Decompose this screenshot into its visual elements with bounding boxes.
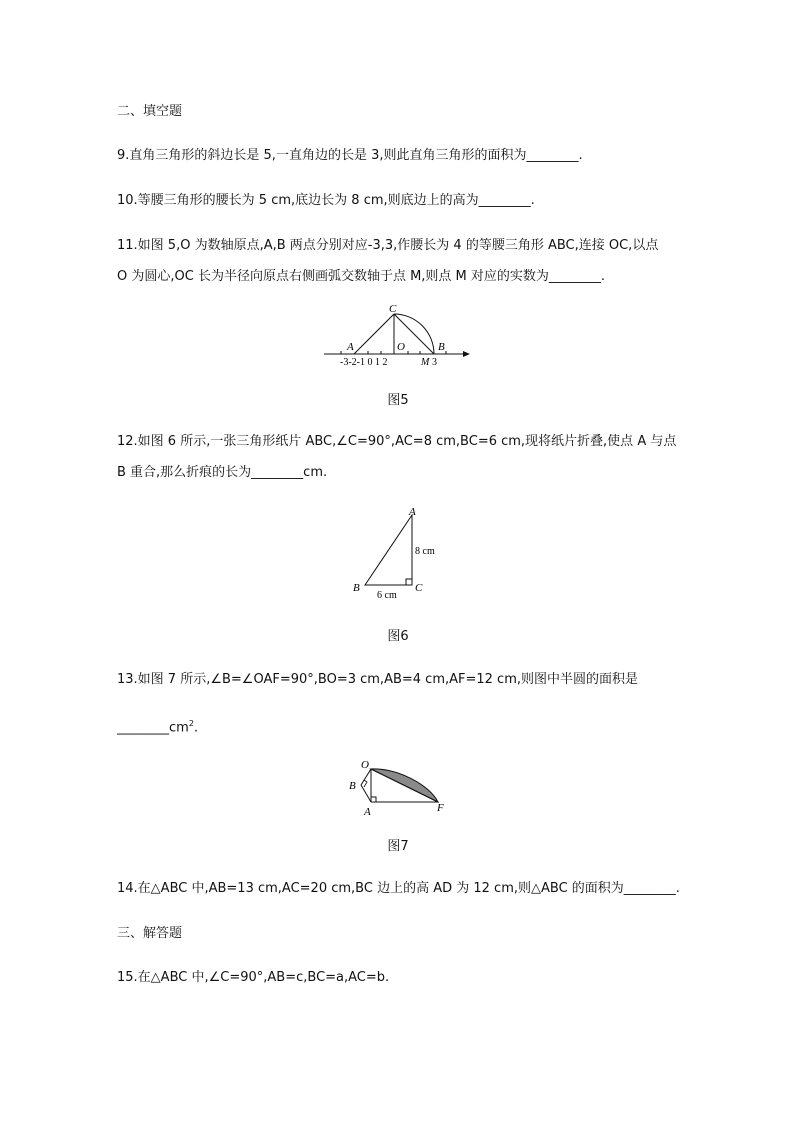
question-11-line-2: O 为圆心,OC 长为半径向原点右侧画弧交数轴于点 M,则点 M 对应的实数为________. <box>117 269 606 284</box>
fig6-bc-length: 6 cm <box>377 590 397 601</box>
question-14: 14.在△ABC 中,AB=13 cm,AC=20 cm,BC 边上的高 AD 为 12 cm,则△ABC 的面积为________. <box>117 881 680 896</box>
fig5-label-m: M <box>421 357 430 368</box>
q13-unit-superscript: 2 <box>188 719 194 728</box>
fig5-label-a: A <box>347 341 354 353</box>
figure-7-semicircle <box>342 756 454 818</box>
figure-6-caption: 图6 <box>387 629 409 644</box>
question-13-line-2 <box>117 715 198 737</box>
fig7-label-b: B <box>349 780 356 792</box>
question-15: 15.在△ABC 中,∠C=90°,AB=c,BC=a,AC=b. <box>117 970 390 985</box>
figure-5-number-line <box>318 303 478 375</box>
fig6-ac-length: 8 cm <box>415 546 435 557</box>
section-title-fill-in: 二、填空题 <box>117 104 183 119</box>
q13-blank: ________ <box>117 720 169 736</box>
fig7-label-a: A <box>364 806 371 818</box>
question-12-line-1: 12.如图 6 所示,一张三角形纸片 ABC,∠C=90°,AC=8 cm,BC=6 cm,现将纸片折叠,使点 A 与点 <box>117 434 677 449</box>
fig5-tick-labels: -3-2-1 0 1 2 <box>340 357 388 368</box>
fig6-label-a: A <box>409 506 416 518</box>
question-12-line-2: B 重合,那么折痕的长为________cm. <box>117 465 328 480</box>
fig7-label-f: F <box>437 802 444 814</box>
fig5-label-c: C <box>389 303 397 315</box>
question-10: 10.等腰三角形的腰长为 5 cm,底边长为 8 cm,则底边上的高为________. <box>117 193 535 208</box>
fig6-label-b: B <box>353 582 360 594</box>
figure-7-caption: 图7 <box>387 839 409 854</box>
fig5-label-b: B <box>438 341 445 353</box>
figure-6-triangle <box>345 503 445 603</box>
figure-5-caption: 图5 <box>387 393 409 408</box>
fig7-label-o: O <box>361 759 369 771</box>
question-9: 9.直角三角形的斜边长是 5,一直角边的长是 3,则此直角三角形的面积为________. <box>117 148 583 163</box>
question-13-line-1: 13.如图 7 所示,∠B=∠OAF=90°,BO=3 cm,AB=4 cm,AF=12 cm,则图中半圆的面积是 <box>117 672 638 687</box>
fig6-label-c: C <box>415 582 423 594</box>
section-title-solutions: 三、解答题 <box>117 926 183 941</box>
fig5-label-o: O <box>397 341 405 353</box>
question-11-line-1: 11.如图 5,O 为数轴原点,A,B 两点分别对应-3,3,作腰长为 4 的等腰三角形 ABC,连接 OC,以点 <box>117 238 659 253</box>
fig5-tick-3: 3 <box>432 357 437 368</box>
q13-end: . <box>193 720 199 736</box>
q13-unit: cm <box>169 720 189 736</box>
